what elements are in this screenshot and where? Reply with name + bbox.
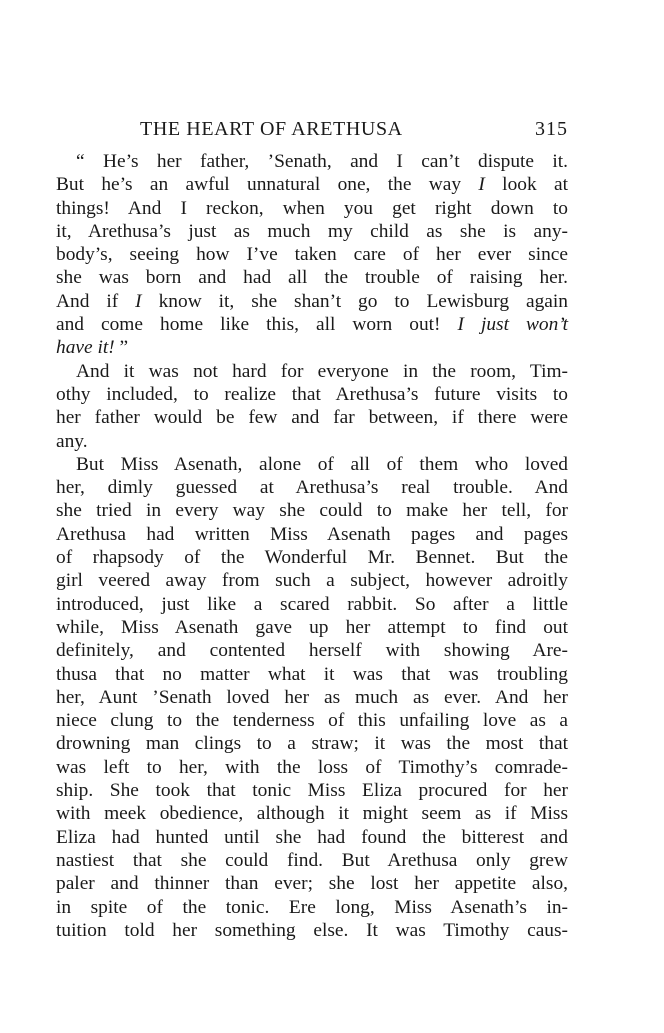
text-segment: But he’s an awful unnatural one, the way: [56, 174, 479, 196]
text-line: [56, 476, 568, 499]
text-line: [56, 849, 568, 872]
text-line: [56, 546, 568, 569]
text-segment: her, Aunt ’Senath loved her as much as ever. And her: [56, 686, 568, 708]
text-line: [56, 523, 568, 546]
text-line: [56, 779, 568, 802]
text-line: [56, 406, 568, 429]
text-line: [56, 686, 568, 709]
text-segment: with meek obedience, although it might seem as if Miss: [56, 803, 568, 825]
text-segment: it, Arethusa’s just as much my child as she is any-: [56, 220, 568, 242]
text-segment: she tried in every way she could to make her tell, for: [56, 500, 568, 522]
text-line: [56, 896, 568, 919]
text-line: [56, 919, 568, 942]
text-segment: ship. She took that tonic Miss Eliza procured for her: [56, 780, 568, 802]
text-segment: niece clung to the tenderness of this unfailing love as a: [56, 710, 568, 732]
text-line: [56, 663, 568, 686]
text-segment: introduced, just like a scared rabbit. So after a little: [56, 593, 568, 615]
text-line: [56, 616, 568, 639]
text-segment: paler and thinner than ever; she lost her appetite also,: [56, 873, 568, 895]
text-segment: her father would be few and far between, if there were: [56, 407, 568, 429]
text-segment: ”: [114, 337, 129, 359]
text-line: [56, 336, 568, 359]
text-line: [56, 802, 568, 825]
italic-text: I just won’t: [457, 314, 568, 336]
text-segment: her, dimly guessed at Arethusa’s real trouble. And: [56, 477, 568, 499]
text-line: [56, 266, 568, 289]
text-segment: she was born and had all the trouble of raising her.: [56, 267, 568, 289]
text-segment: But Miss Asenath, alone of all of them who loved: [76, 453, 568, 475]
text-line: [56, 290, 568, 313]
italic-text: I: [478, 174, 485, 196]
text-segment: Arethusa had written Miss Asenath pages and pages: [56, 523, 568, 545]
text-line: [56, 453, 568, 476]
text-line: [56, 220, 568, 243]
text-segment: know it, she shan’t go to Lewisburg again: [141, 290, 568, 312]
text-segment: body’s, seeing how I’ve taken care of her ever since: [56, 244, 568, 266]
running-title: THE HEART OF ARETHUSA: [140, 118, 403, 140]
text-segment: any.: [56, 430, 88, 452]
text-line: [56, 197, 568, 220]
text-segment: “ He’s her father, ’Senath, and I can’t dispute it.: [76, 151, 568, 172]
text-segment: look at: [484, 174, 568, 196]
text-segment: and come home like this, all worn out!: [56, 314, 458, 336]
text-line: [56, 709, 568, 732]
text-line: [56, 756, 568, 779]
text-line: [56, 313, 568, 336]
italic-text: I: [135, 290, 142, 312]
text-segment: definitely, and contented herself with showing Are-: [56, 640, 568, 662]
text-line: [56, 173, 568, 196]
text-segment: And it was not hard for everyone in the room, Tim-: [76, 360, 568, 382]
text-segment: of rhapsody of the Wonderful Mr. Bennet. But the: [56, 547, 568, 569]
text-line: [56, 639, 568, 662]
text-segment: things! And I reckon, when you get right down to: [56, 197, 568, 219]
page-number: 315: [535, 118, 568, 140]
text-segment: othy included, to realize that Arethusa’s future visits to: [56, 383, 568, 405]
text-segment: And if: [56, 290, 136, 312]
text-line: [56, 383, 568, 406]
text-segment: was left to her, with the loss of Timothy’s comrade-: [56, 756, 568, 778]
body-text: [56, 150, 568, 942]
text-segment: in spite of the tonic. Ere long, Miss Asenath’s in-: [56, 896, 568, 918]
text-line: [56, 826, 568, 849]
italic-text: have it!: [56, 337, 115, 359]
text-line: [56, 430, 568, 453]
text-segment: thusa that no matter what it was that was troubling: [56, 663, 568, 685]
text-line: [56, 150, 568, 173]
text-line: [56, 732, 568, 755]
text-segment: drowning man clings to a straw; it was the most that: [56, 733, 568, 755]
text-line: [56, 569, 568, 592]
text-line: [56, 499, 568, 522]
text-segment: girl veered away from such a subject, however adroitly: [56, 570, 568, 592]
text-segment: Eliza had hunted until she had found the bitterest and: [56, 826, 568, 848]
text-line: [56, 243, 568, 266]
text-line: [56, 360, 568, 383]
text-segment: tuition told her something else. It was Timothy caus-: [56, 919, 568, 941]
text-segment: nastiest that she could find. But Arethusa only grew: [56, 849, 568, 871]
text-line: [56, 872, 568, 895]
text-line: [56, 593, 568, 616]
running-head: [56, 118, 568, 146]
text-segment: while, Miss Asenath gave up her attempt to find out: [56, 616, 568, 638]
